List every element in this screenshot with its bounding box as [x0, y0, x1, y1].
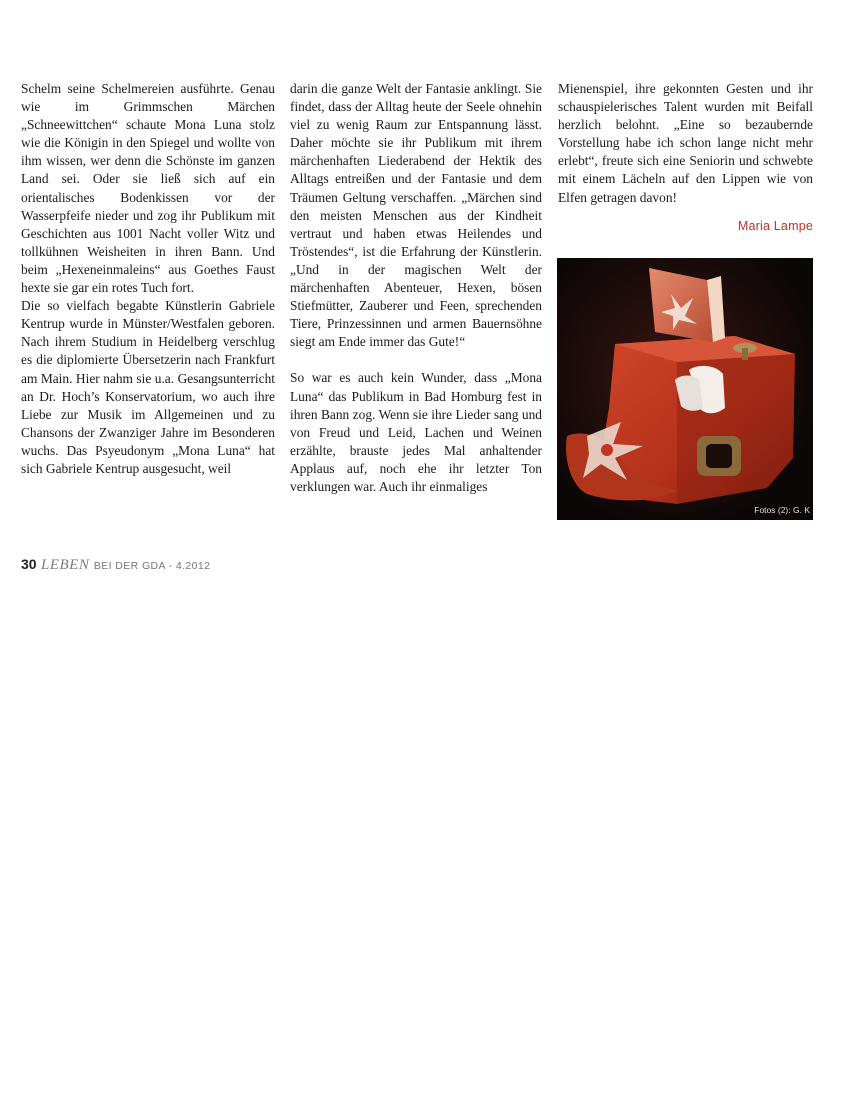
author-byline: Maria Lampe [737, 218, 813, 233]
text-column-3 [558, 80, 813, 235]
page-footer [21, 556, 210, 574]
paragraph: Mienenspiel, ihre gekonnten Gesten und ihr schauspielerisches Talent wurden mit Beifall herzlich belohnt. „Eine so bezaubernde Vorstellung habe ich schon lange nicht mehr erlebt“, freute sich eine Seniorin und schwebte mit einem Lächeln auf den Lippen wie von Elfen getragen davon! [558, 81, 813, 205]
magazine-name: LEBEN [41, 557, 90, 573]
page-number: 30 [21, 556, 37, 572]
photo-illustration [557, 258, 813, 520]
paragraph: Die so vielfach begabte Künstlerin Gabriele Kentrup wurde in Münster/Westfalen geboren. Nach ihrem Studium in Heidelberg verschlug es die diplomierte Übersetzerin nach Frankfurt am Main. Hier nahm sie u.a. Gesangsunterricht an Dr. Hoch’s Konservatorium, wo auch ihre Liebe zur Musik im Allgemeinen und zu Chansons der Zwanziger Jahre im Besonderen wuchs. Das Psyeudonym „Mona Luna“ hat sich Gabriele Kentrup ausgesucht, weil [21, 298, 275, 476]
paragraph: Schelm seine Schelmereien ausführte. Genau wie im Grimmschen Märchen „Schneewittchen“ schaute Mona Luna stolz wie die Königin in den Spiegel und wollte von ihm wissen, wer denn die Schönste im ganzen Land sei. Oder sie ließ sich auf ein orientalisches Bodenkissen vor der Wasserpfeife nieder und zog ihr Publikum mit Geschichten aus 1001 Nacht voller Witz und tollkühnen Weisheiten in ihren Bann. Und beim „Hexeneinmaleins“ aus Goethes Faust hexte sie gar ein rotes Tuch fort. [21, 81, 275, 296]
paragraph: darin die ganze Welt der Fantasie anklingt. Sie findet, dass der Alltag heute der Seele ohnehin viel zu wenig Raum zur Entspannung lässt. Daher möchte sie ihr Publikum mit ihrem märchenhaften Liederabend der Hektik des Alltags entreißen und der Fantasie und dem Träumen Geltung verschaffen. „Märchen sind den meisten Menschen aus der Kindheit vertraut und haben etwas Heilendes und Tröstendes“, ist die Erfahrung der Künstlerin. „Und in der magischen Welt der märchenhaften Abenteuer, Hexen, bösen Stiefmütter, Zauberer und Feen, sprechenden Tiere, Prinzessinnen und armen Bauernsöhne siegt am Ende immer das Gute!“ [290, 81, 542, 350]
text-column-2 [290, 80, 542, 496]
photo-stage-props [557, 258, 813, 520]
text-column-1 [21, 80, 275, 478]
paragraph: So war es auch kein Wunder, dass „Mona Luna“ das Publikum in Bad Homburg fest in ihren Bann zog. Wenn sie ihre Lieder sang und von Freud und Leid, Lachen und Weinen erzählte, brauste jedes Mal anhaltender Applaus auf, noch ehe ihr letzter Ton verklungen war. Auch ihr einmaliges [290, 370, 542, 494]
photo-credit: Fotos (2): G. K [754, 505, 810, 515]
issue-info: BEI DER GDA - 4.2012 [93, 560, 211, 572]
